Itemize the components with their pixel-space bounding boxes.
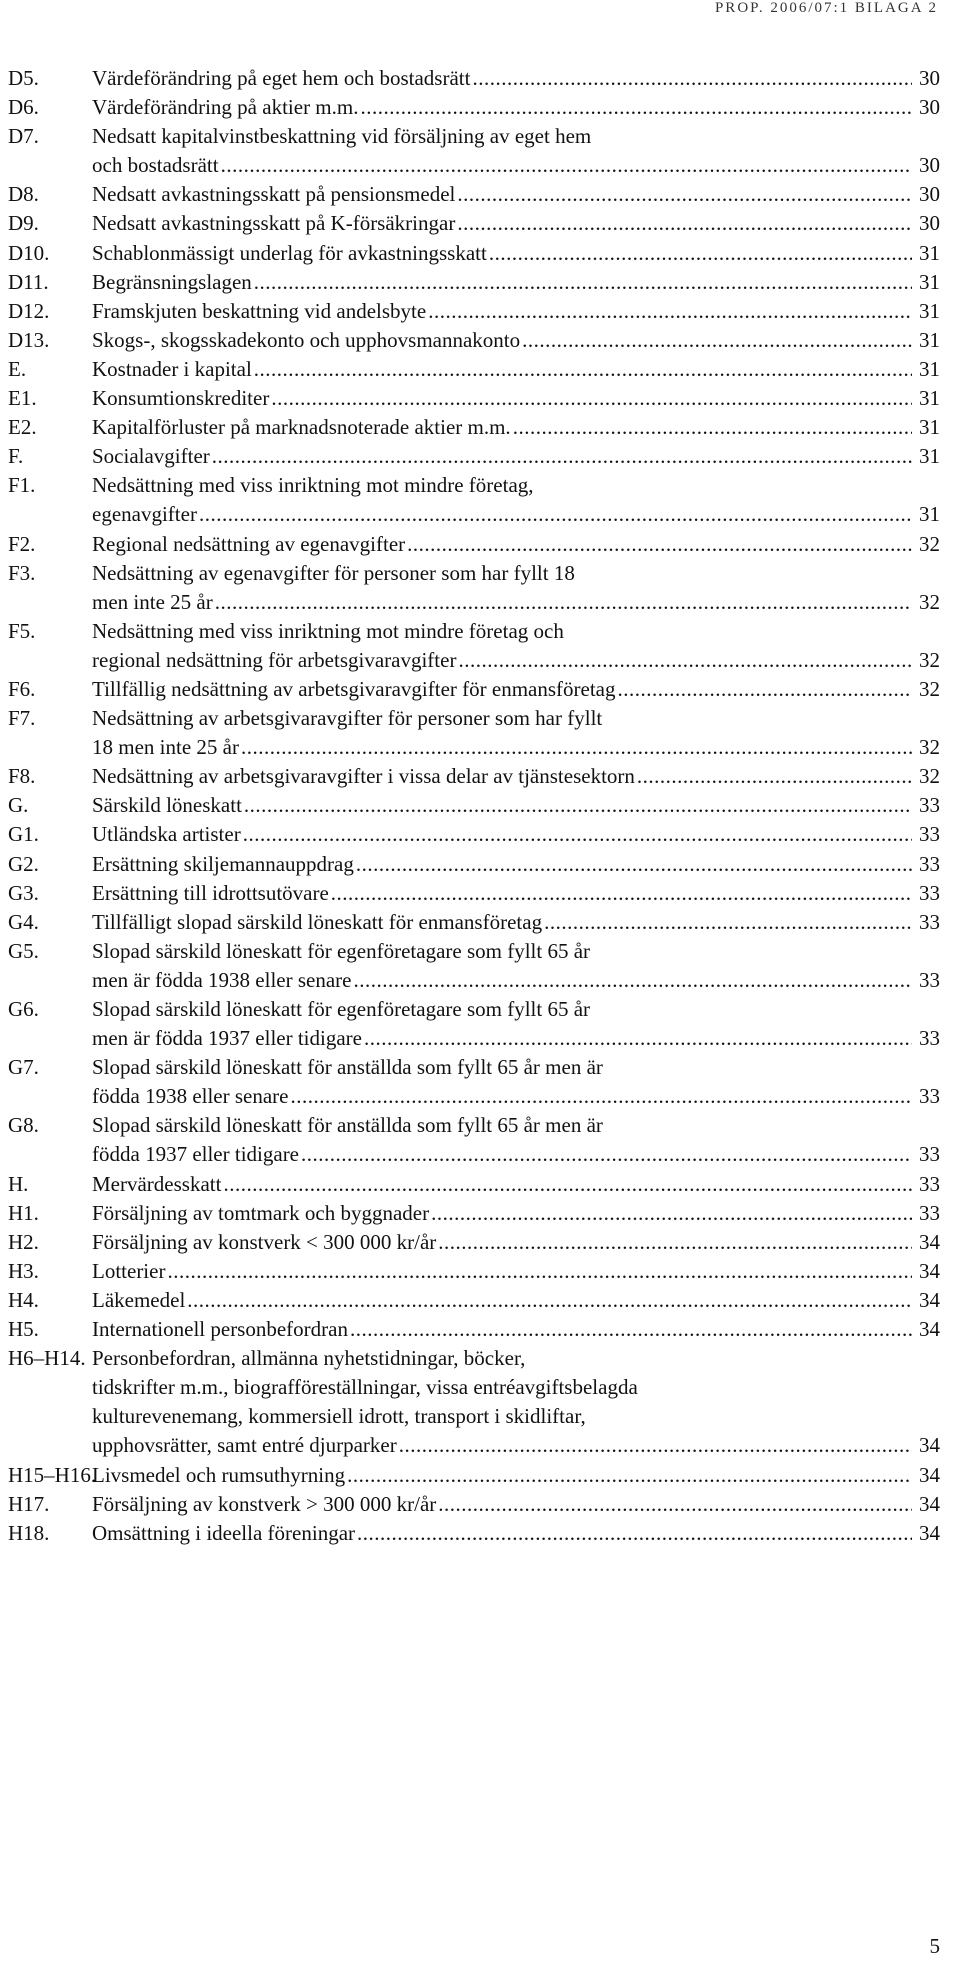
- toc-entry-leader-line: [92, 1257, 940, 1286]
- toc-entry-title-line: Slopad särskild löneskatt för anställda som fyllt 65 år men är: [92, 1113, 603, 1138]
- dot-leader: [353, 966, 912, 995]
- toc-entry-leader-line: [92, 268, 940, 297]
- toc-entry-title-line: regional nedsättning för arbetsgivaravgifter: [92, 647, 457, 672]
- toc-entry-leader-line: [92, 180, 940, 209]
- toc-entry: [8, 937, 940, 995]
- toc-entry-leader-line: [92, 209, 940, 238]
- toc-entry-page: 34: [919, 1317, 940, 1342]
- toc-entry-title: [92, 355, 940, 384]
- toc-entry-leader-line: [92, 646, 940, 675]
- dot-leader: [212, 442, 912, 471]
- toc-entry-title: [92, 675, 940, 704]
- toc-entry-title: [92, 820, 940, 849]
- toc-entry-number: H2.: [8, 1229, 39, 1254]
- toc-entry: [8, 1170, 940, 1199]
- toc-entry: [8, 1461, 940, 1490]
- toc-entry-title-line: Lotterier: [92, 1258, 166, 1283]
- toc-entry-title: [92, 559, 940, 617]
- toc-entry-leader-line: [92, 1082, 940, 1111]
- dot-leader: [431, 1199, 912, 1228]
- toc-entry-title-line: Nedsatt kapitalvinstbeskattning vid försäljning av eget hem: [92, 124, 592, 149]
- dot-leader: [428, 297, 912, 326]
- toc-entry-title-line: Framskjuten beskattning vid andelsbyte: [92, 298, 427, 323]
- dot-leader: [438, 1228, 912, 1257]
- toc-entry-title-line: födda 1937 eller tidigare: [92, 1142, 300, 1167]
- toc-entry-page: 34: [919, 1433, 940, 1458]
- dot-leader: [513, 413, 912, 442]
- toc-entry: [8, 1490, 940, 1519]
- dot-leader: [438, 1490, 912, 1519]
- toc-entry-leader-line: [92, 966, 940, 995]
- dot-leader: [301, 1140, 912, 1169]
- toc-entry-leader-line: [92, 1228, 940, 1257]
- toc-entry-number: G3.: [8, 880, 39, 905]
- toc-entry-leader-line: [92, 908, 940, 937]
- table-of-contents: [8, 64, 940, 1548]
- toc-entry: [8, 559, 940, 617]
- toc-entry-leader-line: [92, 1315, 940, 1344]
- toc-entry-leader-line: [92, 588, 940, 617]
- toc-entry-page: 31: [919, 502, 940, 527]
- toc-entry-title: [92, 1490, 940, 1519]
- toc-entry-number: F5.: [8, 618, 36, 643]
- toc-entry-number: H5.: [8, 1317, 39, 1342]
- dot-leader: [244, 791, 912, 820]
- toc-entry-title-line: Internationell personbefordran: [92, 1317, 348, 1342]
- toc-entry-title: [92, 471, 940, 529]
- toc-entry-page: 31: [919, 415, 940, 440]
- toc-entry-title: [92, 1519, 940, 1548]
- toc-entry-leader-line: [92, 675, 940, 704]
- toc-entry-number: G5.: [8, 938, 39, 963]
- toc-entry-title: [92, 1170, 940, 1199]
- toc-entry: [8, 850, 940, 879]
- toc-entry-leader-line: [92, 530, 940, 559]
- toc-entry-leader-line: [92, 384, 940, 413]
- toc-entry: [8, 268, 940, 297]
- toc-entry: [8, 1257, 940, 1286]
- toc-entry-page: 33: [919, 1171, 940, 1196]
- toc-entry-number: D6.: [8, 95, 39, 120]
- toc-entry-number: D9.: [8, 211, 39, 236]
- toc-entry: [8, 93, 940, 122]
- toc-entry-title-line: och bostadsrätt: [92, 153, 219, 178]
- toc-entry-title-line: Slopad särskild löneskatt för egenföretagare som fyllt 65 år: [92, 938, 591, 963]
- toc-entry: [8, 384, 940, 413]
- toc-entry-title: [92, 704, 940, 762]
- toc-entry-number: G2.: [8, 851, 39, 876]
- dot-leader: [458, 646, 912, 675]
- toc-entry: [8, 239, 940, 268]
- toc-entry-page: 30: [919, 153, 940, 178]
- toc-entry-title: [92, 1315, 940, 1344]
- toc-entry-title: [92, 762, 940, 791]
- toc-entry-title-line: Värdeförändring på eget hem och bostadsrätt: [92, 66, 471, 90]
- toc-entry-leader-line: [92, 762, 940, 791]
- toc-entry-title: [92, 879, 940, 908]
- dot-leader: [407, 530, 912, 559]
- toc-entry-title-line: födda 1938 eller senare: [92, 1084, 289, 1109]
- dot-leader: [271, 384, 912, 413]
- toc-entry: [8, 1344, 940, 1460]
- toc-entry-leader-line: [92, 64, 940, 93]
- toc-entry-title-line: Nedsättning av egenavgifter för personer som har fyllt 18: [92, 560, 575, 585]
- toc-entry-leader-line: [92, 1140, 940, 1169]
- toc-entry-number: G1.: [8, 822, 39, 847]
- toc-entry-number: D5.: [8, 66, 39, 90]
- toc-entry-title-line: Kostnader i kapital: [92, 356, 252, 381]
- toc-entry: [8, 879, 940, 908]
- toc-entry-title-line: Tillfälligt slopad särskild löneskatt för enmansföretag: [92, 909, 543, 934]
- toc-entry-number: D13.: [8, 327, 50, 352]
- toc-entry-title-line: Nedsatt avkastningsskatt på pensionsmedel: [92, 182, 456, 207]
- toc-entry-title: [92, 617, 940, 675]
- toc-entry-page: 32: [919, 531, 940, 556]
- toc-entry-page: 31: [919, 356, 940, 381]
- toc-entry-title: [92, 791, 940, 820]
- dot-leader: [221, 151, 912, 180]
- toc-entry-page: 34: [919, 1287, 940, 1312]
- toc-entry-title-line: Särskild löneskatt: [92, 793, 242, 818]
- toc-entry-page: 32: [919, 647, 940, 672]
- dot-leader: [489, 239, 912, 268]
- toc-entry-leader-line: [92, 355, 940, 384]
- toc-entry-title: [92, 850, 940, 879]
- toc-entry: [8, 471, 940, 529]
- toc-entry-leader-line: [92, 1490, 940, 1519]
- toc-entry-title-line: upphovsrätter, samt entré djurparker: [92, 1433, 397, 1458]
- dot-leader: [522, 326, 912, 355]
- dot-leader: [364, 1024, 912, 1053]
- toc-entry-title: [92, 268, 940, 297]
- toc-entry-title: [92, 442, 940, 471]
- toc-entry-number: D11.: [8, 269, 49, 294]
- toc-entry-page: 33: [919, 1200, 940, 1225]
- toc-entry-title: [92, 122, 940, 180]
- running-header: PROP. 2006/07:1 BILAGA 2: [714, 0, 938, 16]
- toc-entry-page: 31: [919, 444, 940, 469]
- toc-entry-page: 32: [919, 676, 940, 701]
- toc-entry: [8, 675, 940, 704]
- toc-entry-title: [92, 1111, 940, 1169]
- toc-entry-number: D7.: [8, 124, 39, 149]
- toc-entry: [8, 791, 940, 820]
- toc-entry: [8, 297, 940, 326]
- toc-entry-number: E.: [8, 356, 27, 381]
- toc-entry: [8, 413, 940, 442]
- toc-entry-title-line: Ersättning skiljemannauppdrag: [92, 851, 354, 876]
- toc-entry-page: 33: [919, 967, 940, 992]
- toc-entry-title-line: 18 men inte 25 år: [92, 735, 239, 760]
- dot-leader: [199, 500, 912, 529]
- toc-entry-number: H18.: [8, 1520, 50, 1545]
- toc-entry-number: E1.: [8, 386, 37, 411]
- toc-entry-title: [92, 384, 940, 413]
- toc-entry: [8, 1111, 940, 1169]
- toc-entry: [8, 355, 940, 384]
- toc-entry-title-line: Skogs-, skogsskadekonto och upphovsmannakonto: [92, 327, 521, 352]
- toc-entry-title-line: tidskrifter m.m., biografföreställningar, vissa entréavgiftsbelagda: [92, 1375, 638, 1400]
- dot-leader: [356, 850, 912, 879]
- toc-entry-leader-line: [92, 1199, 940, 1228]
- toc-entry: [8, 1228, 940, 1257]
- toc-entry-title-line: men inte 25 år: [92, 589, 213, 614]
- toc-entry-title-line: Nedsättning av arbetsgivaravgifter i vissa delar av tjänstesektorn: [92, 764, 635, 789]
- toc-entry-number: F1.: [8, 473, 36, 498]
- toc-entry-page: 34: [919, 1520, 940, 1545]
- toc-entry-number: F7.: [8, 706, 36, 731]
- toc-entry-title-line: Kapitalförluster på marknadsnoterade aktier m.m.: [92, 415, 511, 440]
- toc-entry-title: [92, 1461, 940, 1490]
- toc-entry-page: 33: [919, 880, 940, 905]
- toc-entry-title: [92, 209, 940, 238]
- toc-entry-page: 34: [919, 1491, 940, 1516]
- toc-entry-title-line: Personbefordran, allmänna nyhetstidningar, böcker,: [92, 1346, 526, 1371]
- toc-entry-title: [92, 326, 940, 355]
- toc-entry-number: E2.: [8, 415, 37, 440]
- toc-entry-title-line: Nedsatt avkastningsskatt på K-försäkringar: [92, 211, 456, 236]
- toc-entry-number: D12.: [8, 298, 50, 323]
- toc-entry-title-line: Nedsättning med viss inriktning mot mindre företag,: [92, 473, 534, 498]
- toc-entry-title: [92, 239, 940, 268]
- toc-entry-number: F3.: [8, 560, 36, 585]
- dot-leader: [241, 733, 912, 762]
- toc-entry: [8, 908, 940, 937]
- toc-entry-title: [92, 1228, 940, 1257]
- toc-entry: [8, 442, 940, 471]
- dot-leader: [472, 64, 912, 93]
- toc-entry-number: H6–H14.: [8, 1346, 86, 1371]
- toc-entry-leader-line: [92, 442, 940, 471]
- toc-entry-title: [92, 64, 940, 93]
- dot-leader: [350, 1315, 912, 1344]
- toc-entry: [8, 1199, 940, 1228]
- toc-entry: [8, 995, 940, 1053]
- toc-entry-number: H4.: [8, 1287, 39, 1312]
- toc-entry-title-line: Läkemedel: [92, 1287, 186, 1312]
- toc-entry-leader-line: [92, 1431, 940, 1460]
- dot-leader: [187, 1286, 912, 1315]
- toc-entry-page: 34: [919, 1258, 940, 1283]
- toc-entry-title-line: Slopad särskild löneskatt för egenföretagare som fyllt 65 år: [92, 997, 591, 1021]
- toc-entry-title: [92, 530, 940, 559]
- toc-entry-number: F2.: [8, 531, 36, 556]
- toc-entry-leader-line: [92, 500, 940, 529]
- toc-entry-title-line: Försäljning av konstverk < 300 000 kr/år: [92, 1229, 437, 1254]
- toc-entry-title: [92, 1344, 940, 1460]
- toc-entry-page: 33: [919, 822, 940, 847]
- toc-entry-leader-line: [92, 879, 940, 908]
- dot-leader: [637, 762, 912, 791]
- toc-entry-leader-line: [92, 1519, 940, 1548]
- dot-leader: [360, 93, 912, 122]
- toc-entry-number: D10.: [8, 240, 50, 265]
- dot-leader: [291, 1082, 913, 1111]
- toc-entry-leader-line: [92, 326, 940, 355]
- toc-entry-title-line: Mervärdesskatt: [92, 1171, 222, 1196]
- toc-entry-page: 31: [919, 240, 940, 265]
- toc-entry-leader-line: [92, 1461, 940, 1490]
- toc-entry-title: [92, 93, 940, 122]
- toc-entry: [8, 820, 940, 849]
- toc-entry-leader-line: [92, 413, 940, 442]
- toc-entry-title-line: Nedsättning med viss inriktning mot mindre företag och: [92, 618, 564, 643]
- toc-entry: [8, 209, 940, 238]
- toc-entry-page: 31: [919, 386, 940, 411]
- dot-leader: [254, 355, 912, 384]
- page-number: 5: [929, 1934, 940, 1958]
- dot-leader: [357, 1519, 912, 1548]
- toc-entry-title-line: Försäljning av tomtmark och byggnader: [92, 1200, 430, 1225]
- toc-entry-page: 31: [919, 269, 940, 294]
- toc-entry-title-line: Utländska artister: [92, 822, 241, 847]
- toc-entry-title-line: Livsmedel och rumsuthyrning: [92, 1462, 346, 1487]
- toc-entry-page: 34: [919, 1229, 940, 1254]
- toc-entry: [8, 1519, 940, 1548]
- toc-entry-title: [92, 413, 940, 442]
- toc-entry-leader-line: [92, 297, 940, 326]
- toc-entry-leader-line: [92, 1286, 940, 1315]
- toc-entry-page: 33: [919, 909, 940, 934]
- toc-entry-page: 31: [919, 327, 940, 352]
- toc-entry-title: [92, 937, 940, 995]
- dot-leader: [347, 1461, 912, 1490]
- toc-entry-number: G8.: [8, 1113, 39, 1138]
- toc-entry: [8, 1053, 940, 1111]
- toc-entry-leader-line: [92, 1170, 940, 1199]
- toc-entry: [8, 122, 940, 180]
- toc-entry: [8, 762, 940, 791]
- dot-leader: [457, 180, 912, 209]
- toc-entry-title: [92, 1257, 940, 1286]
- dot-leader: [215, 588, 912, 617]
- toc-entry-title: [92, 908, 940, 937]
- dot-leader: [254, 268, 912, 297]
- toc-entry-page: 31: [919, 298, 940, 323]
- toc-entry-page: 33: [919, 1026, 940, 1051]
- toc-entry-leader-line: [92, 151, 940, 180]
- dot-leader: [167, 1257, 912, 1286]
- toc-entry-leader-line: [92, 93, 940, 122]
- toc-entry-title: [92, 1199, 940, 1228]
- toc-entry-title-line: Värdeförändring på aktier m.m.: [92, 95, 359, 120]
- toc-entry-number: G6.: [8, 997, 39, 1021]
- toc-entry-title-line: Begränsningslagen: [92, 269, 252, 294]
- toc-entry-title-line: Försäljning av konstverk > 300 000 kr/år: [92, 1491, 437, 1516]
- toc-entry-title-line: men är födda 1937 eller tidigare: [92, 1026, 362, 1051]
- toc-entry-title-line: egenavgifter: [92, 502, 197, 527]
- toc-entry: [8, 1315, 940, 1344]
- dot-leader: [399, 1431, 912, 1460]
- toc-entry-title-line: Ersättning till idrottsutövare: [92, 880, 329, 905]
- toc-entry-number: F8.: [8, 764, 36, 789]
- toc-entry-leader-line: [92, 820, 940, 849]
- toc-entry-page: 33: [919, 793, 940, 818]
- dot-leader: [544, 908, 912, 937]
- toc-entry-number: F.: [8, 444, 24, 469]
- dot-leader: [617, 675, 912, 704]
- toc-entry-number: G7.: [8, 1055, 39, 1080]
- toc-entry-page: 33: [919, 851, 940, 876]
- toc-entry-number: H17.: [8, 1491, 50, 1516]
- toc-entry-title: [92, 180, 940, 209]
- toc-entry-leader-line: [92, 850, 940, 879]
- toc-entry-title-line: Konsumtionskrediter: [92, 386, 270, 411]
- toc-entry-title-line: Nedsättning av arbetsgivaravgifter för personer som har fyllt: [92, 706, 603, 731]
- toc-entry-number: H15–H16.: [8, 1462, 97, 1487]
- toc-entry-title: [92, 297, 940, 326]
- toc-entry-leader-line: [92, 1024, 940, 1053]
- toc-entry-page: 30: [919, 66, 940, 90]
- toc-entry-leader-line: [92, 239, 940, 268]
- toc-entry-page: 30: [919, 211, 940, 236]
- toc-entry-page: 30: [919, 182, 940, 207]
- toc-entry-title: [92, 1286, 940, 1315]
- toc-entry-number: G4.: [8, 909, 39, 934]
- toc-entry-title-line: Slopad särskild löneskatt för anställda som fyllt 65 år men är: [92, 1055, 603, 1080]
- toc-entry-title-line: kulturevenemang, kommersiell idrott, transport i skidliftar,: [92, 1404, 586, 1429]
- toc-entry-title-line: Omsättning i ideella föreningar: [92, 1520, 356, 1545]
- toc-entry-page: 32: [919, 735, 940, 760]
- toc-entry: [8, 326, 940, 355]
- toc-entry-page: 34: [919, 1462, 940, 1487]
- toc-entry-title-line: Socialavgifter: [92, 444, 210, 469]
- toc-entry-page: 30: [919, 95, 940, 120]
- toc-entry: [8, 180, 940, 209]
- toc-entry-leader-line: [92, 733, 940, 762]
- toc-entry-number: H1.: [8, 1200, 39, 1225]
- toc-entry-number: G.: [8, 793, 29, 818]
- dot-leader: [331, 879, 912, 908]
- toc-entry-page: 33: [919, 1084, 940, 1109]
- toc-entry-page: 32: [919, 589, 940, 614]
- toc-entry-leader-line: [92, 791, 940, 820]
- toc-entry-title: [92, 995, 940, 1053]
- toc-entry-title-line: Tillfällig nedsättning av arbetsgivaravgifter för enmansföretag: [92, 676, 616, 701]
- toc-entry-title: [92, 1053, 940, 1111]
- toc-entry-title-line: men är födda 1938 eller senare: [92, 967, 352, 992]
- toc-entry: [8, 704, 940, 762]
- toc-entry-number: D8.: [8, 182, 39, 207]
- dot-leader: [457, 209, 912, 238]
- toc-entry: [8, 64, 940, 93]
- dot-leader: [243, 820, 912, 849]
- toc-entry-title-line: Schablonmässigt underlag för avkastningsskatt: [92, 240, 487, 265]
- toc-entry-number: H3.: [8, 1258, 39, 1283]
- toc-entry: [8, 617, 940, 675]
- toc-entry: [8, 530, 940, 559]
- dot-leader: [223, 1170, 912, 1199]
- toc-entry-page: 33: [919, 1142, 940, 1167]
- toc-entry: [8, 1286, 940, 1315]
- toc-entry-title-line: Regional nedsättning av egenavgifter: [92, 531, 406, 556]
- toc-entry-number: F6.: [8, 676, 36, 701]
- toc-entry-page: 32: [919, 764, 940, 789]
- toc-entry-number: H.: [8, 1171, 29, 1196]
